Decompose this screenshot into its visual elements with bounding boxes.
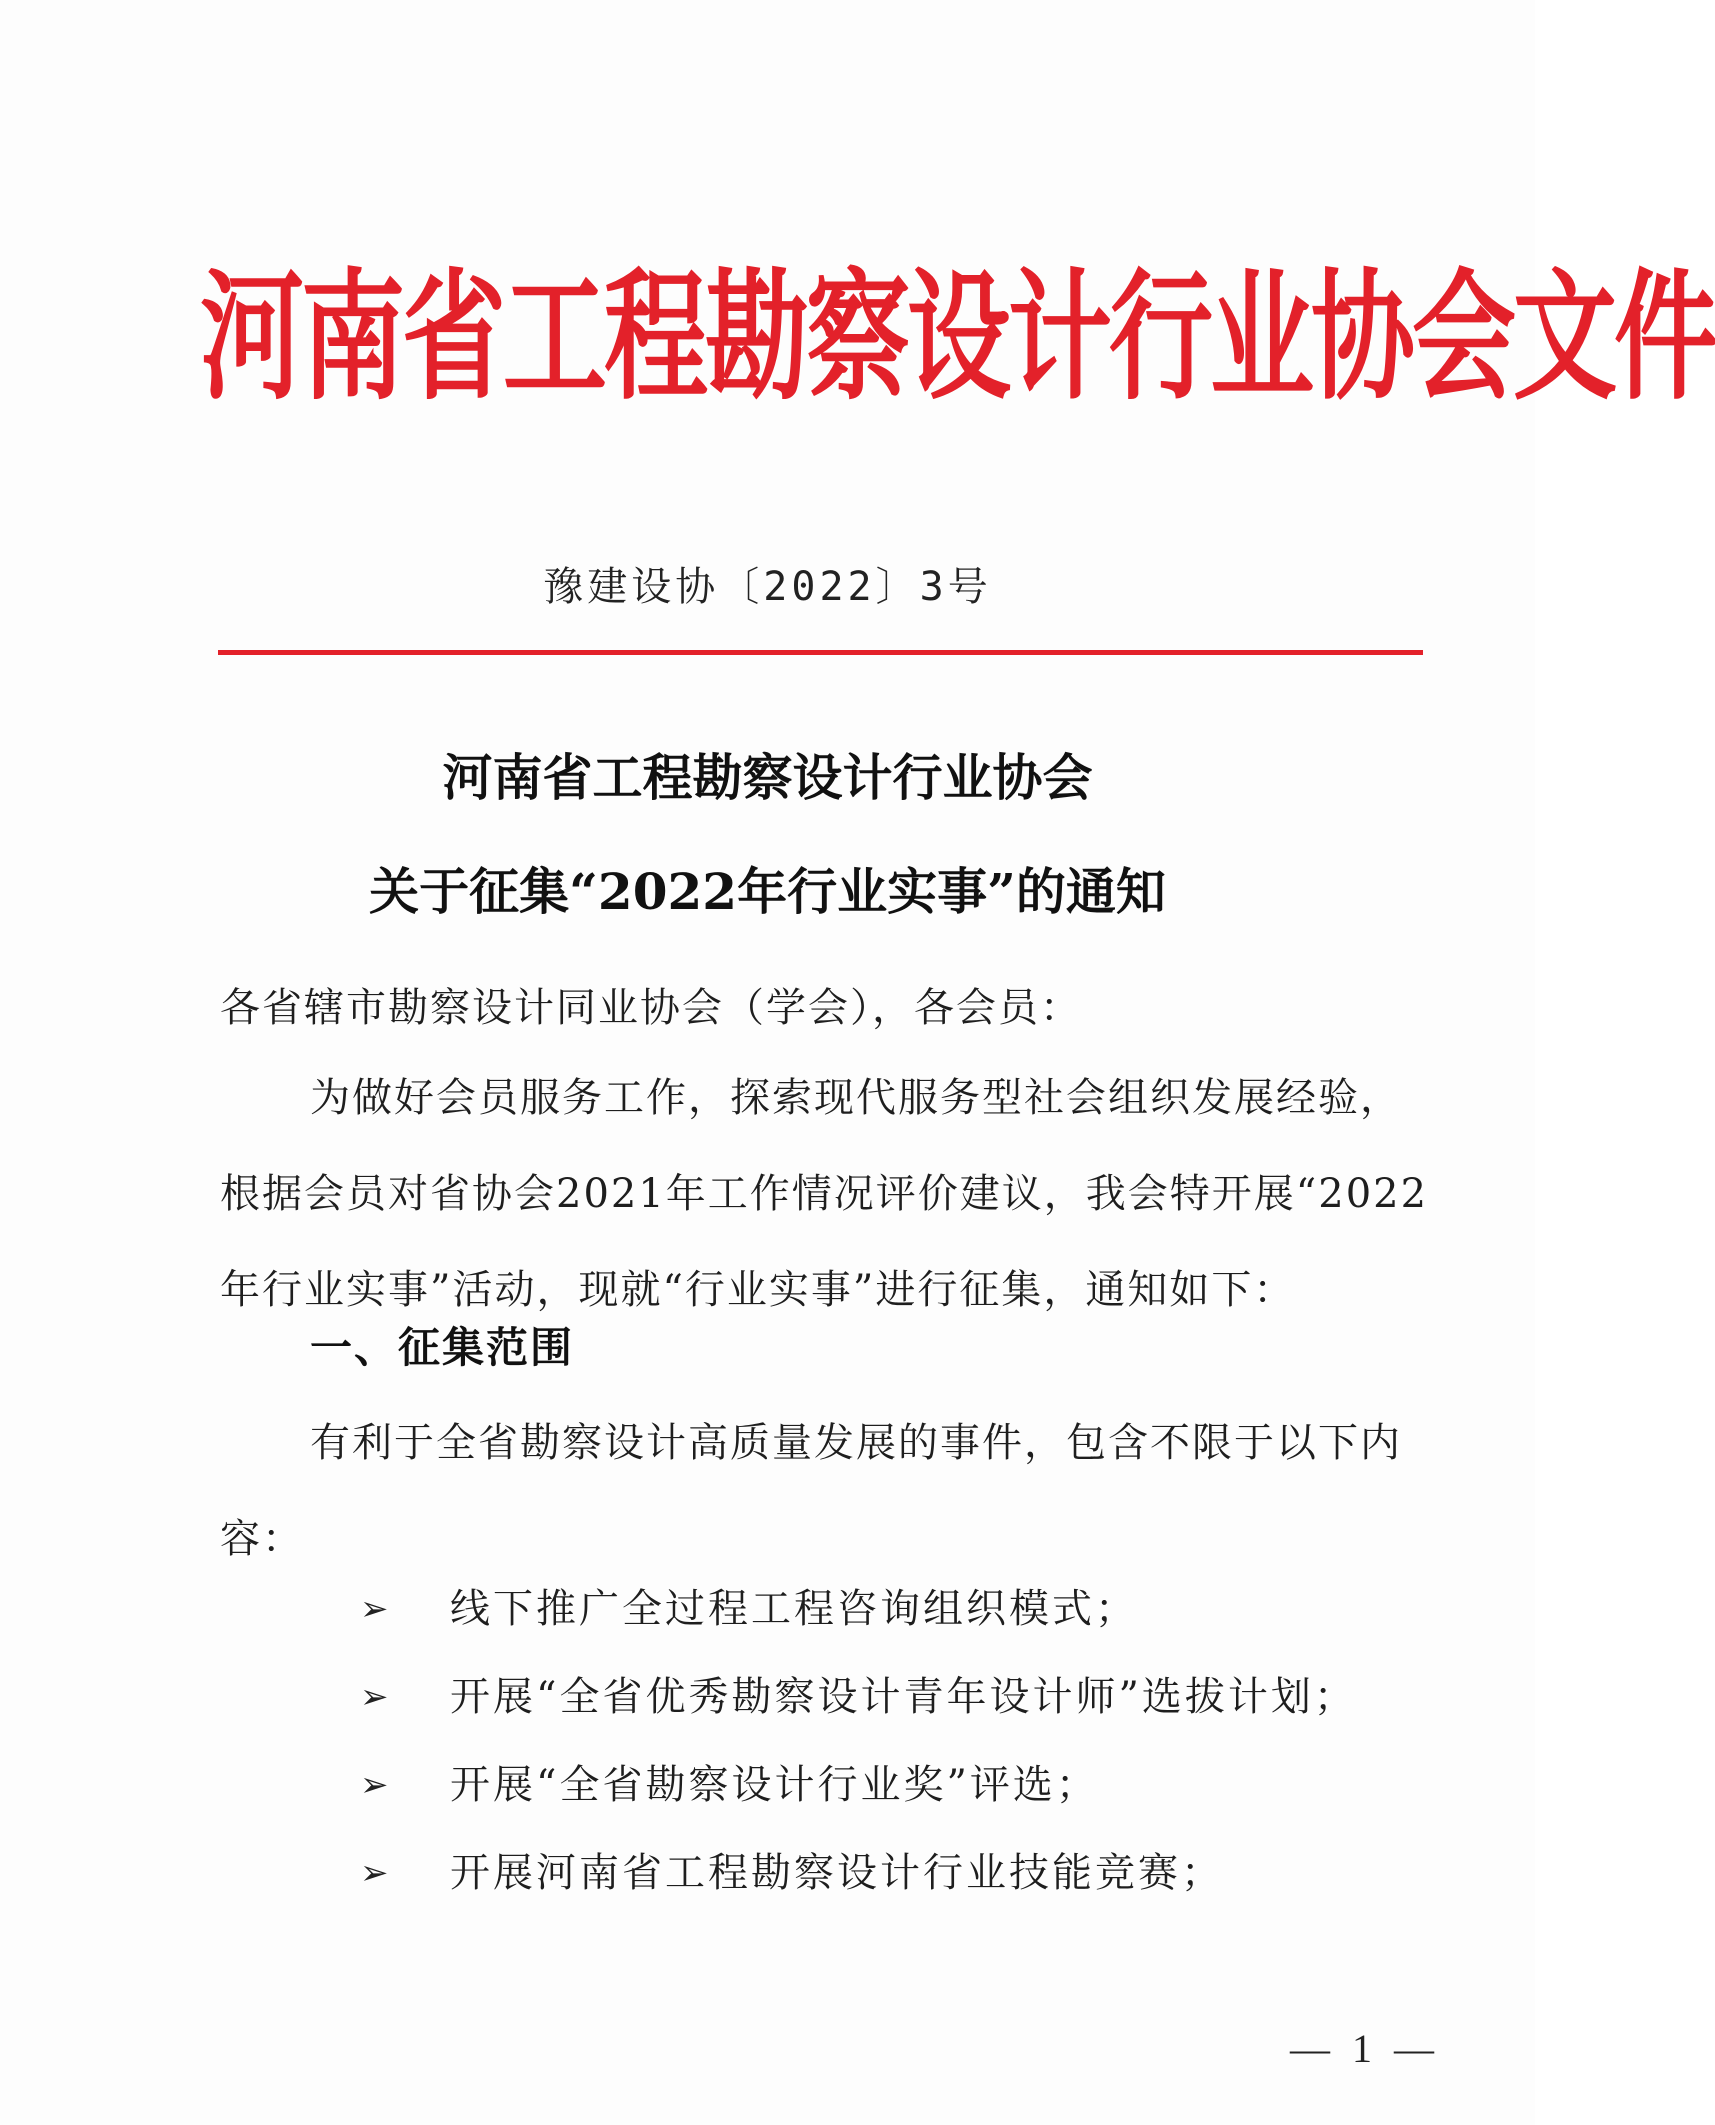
- scope-bullet-list: [360, 1565, 1420, 1917]
- list-item-text: 线下推广全过程工程咨询组织模式；: [450, 1586, 1138, 1632]
- section-1-paragraph: 有利于全省勘察设计高质量发展的事件，包含不限于以下内容：: [220, 1420, 1402, 1562]
- org-banner-heading: 河南省工程勘察设计行业协会文件: [200, 254, 1715, 420]
- list-item: [360, 1741, 1420, 1829]
- list-item-text: 开展河南省工程勘察设计行业技能竞赛；: [450, 1850, 1224, 1896]
- section-1-heading: 一、征集范围: [310, 1323, 575, 1372]
- list-item-text: 开展“全省优秀勘察设计青年设计师”选拔计划；: [450, 1674, 1357, 1720]
- list-item: [360, 1565, 1420, 1653]
- notice-title-line-1: 河南省工程勘察设计行业协会: [442, 748, 1093, 807]
- arrow-bullet-icon: ➢: [360, 1853, 392, 1893]
- red-divider-line: [218, 650, 1423, 655]
- page-number: — 1 —: [1290, 2026, 1440, 2071]
- intro-paragraph: 为做好会员服务工作，探索现代服务型社会组织发展经验，根据会员对省协会2021年工作情况评价建议，我会特开展“2022年行业实事”活动，现就“行业实事”进行征集，通知如下：: [220, 1075, 1429, 1313]
- list-item: [360, 1829, 1420, 1917]
- arrow-bullet-icon: ➢: [360, 1677, 392, 1717]
- list-item-text: 开展“全省勘察设计行业奖”评选；: [450, 1762, 1099, 1808]
- arrow-bullet-icon: ➢: [360, 1765, 392, 1805]
- list-item: [360, 1653, 1420, 1741]
- notice-title-line-2: 关于征集“2022年行业实事”的通知: [369, 862, 1166, 921]
- salutation: 各省辖市勘察设计同业协会（学会），各会员：: [220, 985, 1082, 1031]
- document-number: 豫建设协〔2022〕3号: [543, 564, 992, 610]
- arrow-bullet-icon: ➢: [360, 1589, 392, 1629]
